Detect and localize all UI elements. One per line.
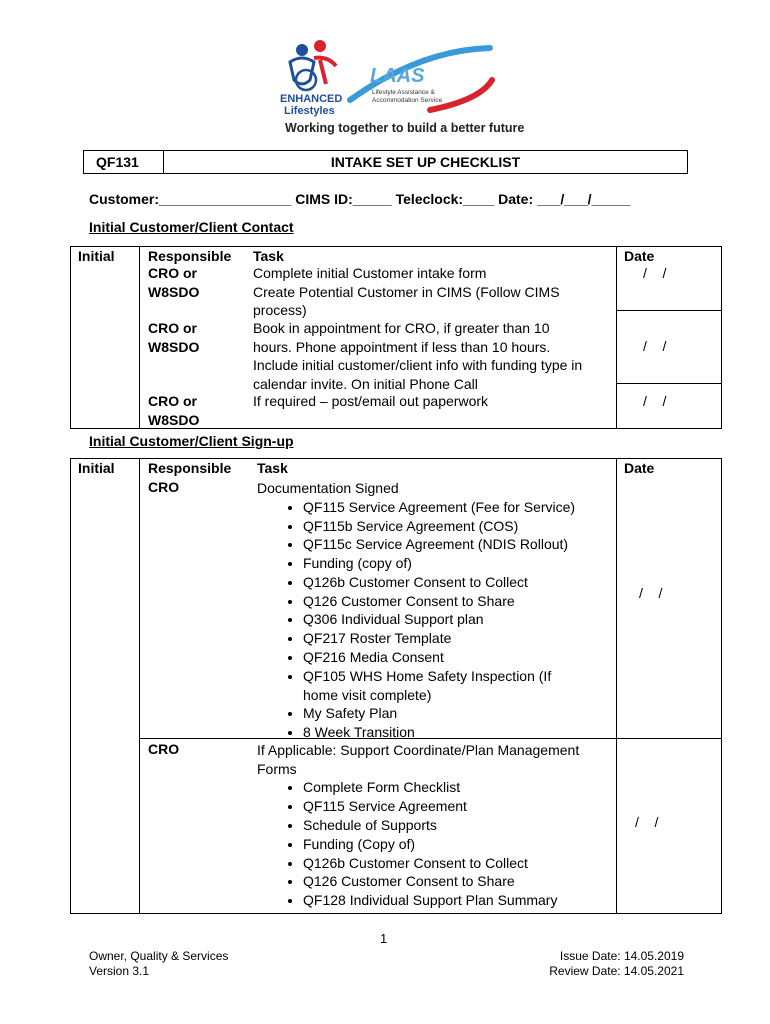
section1-heading: Initial Customer/Client Contact xyxy=(89,219,294,235)
documentation-list: • QF115 Service Agreement (Fee for Service) • QF115b Service Agreement (COS) • QF115c Service Agreement (NDIS Rollout) • Funding (copy of) • Q126b Customer Consent to Collect • Q126 Customer Consent to Share • Q306 Individual Support plan • QF217 Roster Template • QF216 Media Consent • QF105 WHS Home Safety Inspection (If home visit complete) • My Safety Plan • 8 Week Transition xyxy=(257,498,612,742)
footer-left xyxy=(89,949,228,979)
laas-logo-text: LAAS xyxy=(370,65,425,87)
row1-date: / / xyxy=(643,265,667,281)
support-forms-list: • Complete Form Checklist • QF115 Service Agreement • Schedule of Supports • Funding (Copy of) • Q126b Customer Consent to Collect • Q126 Customer Consent to Share • QF128 Individual Support Plan Summary xyxy=(257,778,612,910)
s2-row1-responsible: CRO xyxy=(148,479,180,495)
laas-sub2: Accommodation Service xyxy=(372,97,443,104)
s2-row1-date: / / xyxy=(639,585,663,601)
title-bar xyxy=(83,150,688,174)
page-title: INTAKE SET UP CHECKLIST xyxy=(330,154,521,170)
date-header: Date xyxy=(624,248,655,264)
s2-row1-task: Documentation Signed • QF115 Service Agreement (Fee for Service) • QF115b Service Agreement (COS) • QF115c Service Agreement (NDIS Rollout) • Funding (copy of) • Q126b Customer Consent to Collect • Q126 Customer Consent to Share • Q306 Individual Support plan • QF217 Roster Template • QF216 Media Consent • QF105 WHS Home Safety Inspection (If home visit complete) • My Safety Plan • 8 Week Transition xyxy=(257,479,612,742)
contact-table-frame xyxy=(70,246,722,429)
row1-responsible: CRO or W8SDO xyxy=(148,265,200,300)
task-header: Task xyxy=(257,460,288,476)
footer-issue-date: Issue Date: 14.05.2019 xyxy=(559,949,684,963)
responsible-header: Responsible xyxy=(148,248,232,264)
s2-row2-task: If Applicable: Support Coordinate/Plan Management Forms • Complete Form Checklist • QF115 Service Agreement • Schedule of Supports • Funding (Copy of) • Q126b Customer Consent to Collect • Q126 Customer Consent to Share • QF128 Individual Support Plan Summary xyxy=(257,741,612,910)
s2-row2-date: / / xyxy=(635,814,659,830)
section2-heading: Initial Customer/Client Sign-up xyxy=(89,433,294,449)
logo1-line2: Lifestyles xyxy=(284,105,335,117)
initial-header: Initial xyxy=(78,460,115,476)
row3-date: / / xyxy=(643,393,667,409)
row3-task: If required – post/email out paperwork xyxy=(253,393,489,409)
s2-row2-responsible: CRO xyxy=(148,741,180,757)
customer-info-line: Customer:_________________ CIMS ID:_____ Teleclock:____ Date: ___/___/_____ xyxy=(89,191,631,207)
laas-sub1: Lifestyle Assistance & xyxy=(372,89,435,96)
row2-responsible: CRO or W8SDO xyxy=(148,320,200,355)
responsible-header: Responsible xyxy=(148,460,232,476)
page-number: 1 xyxy=(380,931,388,946)
footer-right xyxy=(540,949,684,979)
footer-owner: Owner, Quality & Services xyxy=(89,949,229,963)
date-header: Date xyxy=(624,460,655,476)
row1-task: Complete initial Customer intake form Create Potential Customer in CIMS (Follow CIMS process) xyxy=(253,265,560,319)
row2-date: / / xyxy=(643,338,667,354)
footer-version: Version 3.1 xyxy=(89,964,150,978)
form-code: QF131 xyxy=(84,151,164,173)
logo1-line1: ENHANCED xyxy=(280,93,343,105)
enhanced-lifestyles-logo-icon xyxy=(280,40,500,120)
task-header: Task xyxy=(253,248,284,264)
footer-review-date: Review Date: 14.05.2021 xyxy=(549,964,684,978)
initial-header: Initial xyxy=(78,248,115,264)
row2-task: Book in appointment for CRO, if greater than 10 hours. Phone appointment if less than 10 hours. Include initial customer/client info with funding type in calendar invite. On initial Phone Call xyxy=(253,320,583,393)
row3-responsible: CRO or W8SDO xyxy=(148,393,200,428)
signup-table-frame xyxy=(70,458,722,914)
tagline: Working together to build a better future xyxy=(285,121,525,135)
